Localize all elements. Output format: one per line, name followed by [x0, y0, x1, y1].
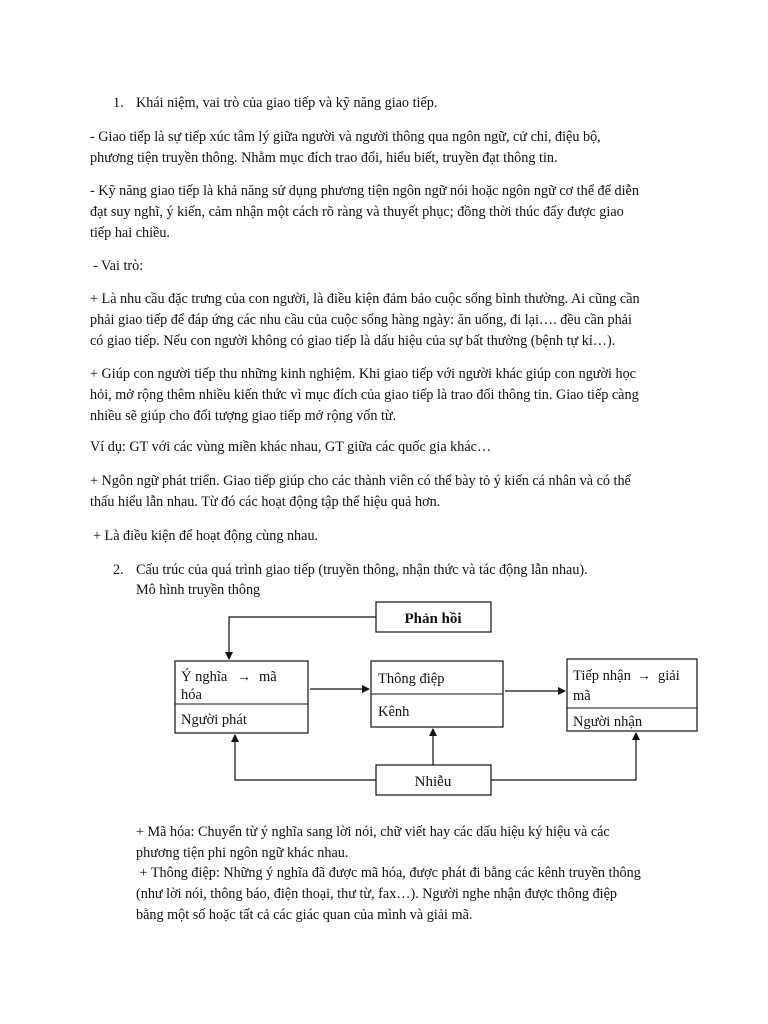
- noise-label: Nhiễu: [414, 774, 452, 790]
- arrow-feedback-to-sender: [229, 617, 376, 659]
- feedback-label: Phản hồi: [404, 611, 462, 627]
- paragraph-giao-tiep-line-1: - Giao tiếp là sự tiếp xúc tâm lý giữa người và người thông qua ngôn ngữ, cử chỉ, điệu bộ,: [90, 129, 601, 145]
- paragraph-dieu-kien: + Là điều kiện để hoạt động cùng nhau.: [93, 528, 319, 544]
- paragraph-ngon-ngu-line-2: thấu hiểu lẫn nhau. Từ đó các hoạt động tập thể hiệu quả hơn.: [90, 494, 441, 510]
- paragraph-ky-nang-line-3: tiếp hai chiều.: [90, 225, 170, 241]
- note-thong-diep-line-2: (như lời nói, thông báo, điện thoại, thư từ, fax…). Người nghe nhận được thông điệp: [136, 886, 617, 902]
- paragraph-ngon-ngu-line-1: + Ngôn ngữ phát triển. Giao tiếp giúp cho các thành viên có thể bày tỏ ý kiến cá nhân và có thể: [90, 473, 631, 489]
- paragraph-vi-du: Ví dụ: GT với các vùng miền khác nhau, GT giữa các quốc gia khác…: [90, 439, 492, 455]
- paragraph-nhu-cau-line-2: phải giao tiếp để đáp ứng các nhu cầu của cuộc sống hàng ngày: ăn uống, đi lại…. đều cần phải: [90, 312, 632, 328]
- section-1-number: 1.: [113, 95, 124, 111]
- sender-meaning-label: Ý nghĩa: [181, 669, 228, 685]
- paragraph-ky-nang-line-1: - Kỹ năng giao tiếp là khả năng sử dụng phương tiện ngôn ngữ nói hoặc ngôn ngữ cơ thể để diễn: [90, 183, 639, 199]
- section-1-heading: Khái niệm, vai trò của giao tiếp và kỹ năng giao tiếp.: [136, 95, 438, 111]
- arrow-right-icon: →: [637, 669, 651, 684]
- section-2-subheading: Mô hình truyền thông: [136, 582, 261, 598]
- sender-box: [175, 661, 308, 733]
- paragraph-ky-nang-line-2: đạt suy nghĩ, ý kiến, cảm nhận một cách rõ ràng và thuyết phục; đồng thời thúc đẩy được giao: [90, 204, 624, 220]
- paragraph-nhu-cau-line-1: + Là nhu cầu đặc trưng của con người, là điều kiện đảm bảo cuộc sống bình thường. Ai cũng cần: [90, 291, 640, 307]
- section-2-number: 2.: [113, 562, 124, 578]
- sender-label: Người phát: [181, 712, 247, 728]
- paragraph-kinh-nghiem-line-1: + Giúp con người tiếp thu những kinh nghiệm. Khi giao tiếp với người khác giúp con người học: [90, 366, 636, 382]
- receiver-code-label: mã: [573, 688, 591, 704]
- section-2-heading: Cấu trúc của quá trình giao tiếp (truyền thông, nhận thức và tác động lẫn nhau).: [136, 562, 588, 578]
- message-label: Thông điệp: [378, 671, 445, 687]
- arrow-noise-to-sender: [235, 735, 376, 780]
- receiver-receive-label: Tiếp nhận: [573, 668, 631, 684]
- paragraph-kinh-nghiem-line-3: nhiều sẽ giúp cho đối tượng giao tiếp mở rộng vốn từ.: [90, 408, 397, 424]
- receiver-decode-label: giải: [658, 668, 680, 684]
- paragraph-vai-tro: - Vai trò:: [93, 258, 144, 274]
- arrow-right-icon: →: [237, 670, 251, 685]
- receiver-box: [567, 659, 697, 731]
- note-ma-hoa-line-1: + Mã hóa: Chuyển từ ý nghĩa sang lời nói, chữ viết hay các dấu hiệu ký hiệu và các: [136, 824, 610, 840]
- paragraph-giao-tiep-line-2: phương tiện truyền thông. Nhằm mục đích trao đổi, hiểu biết, truyền đạt thông tin.: [90, 150, 558, 166]
- sender-encode-label: hóa: [181, 687, 202, 703]
- noise-box: [376, 765, 491, 795]
- note-thong-diep-line-3: bằng một số hoặc tất cả các giác quan của mình và giải mã.: [136, 907, 473, 923]
- receiver-label: Người nhận: [573, 714, 643, 730]
- channel-label: Kênh: [378, 704, 410, 720]
- note-thong-diep-line-1: + Thông điệp: Những ý nghĩa đã được mã hóa, được phát đi bằng các kênh truyền thông: [136, 865, 641, 881]
- feedback-box: [376, 602, 491, 632]
- arrow-noise-to-receiver: [491, 733, 636, 780]
- paragraph-nhu-cau-line-3: có giao tiếp. Nếu con người không có giao tiếp là dấu hiệu của sự bất thường (bệnh tự kỉ…).: [90, 333, 616, 349]
- note-ma-hoa-line-2: phương tiện phi ngôn ngữ khác nhau.: [136, 845, 349, 861]
- paragraph-kinh-nghiem-line-2: hỏi, mở rộng thêm nhiều kiến thức vì mục đích của giao tiếp là trao đổi thông tin. Giao tiếp càng: [90, 387, 639, 403]
- message-box: [371, 661, 503, 727]
- sender-code-label: mã: [259, 669, 277, 685]
